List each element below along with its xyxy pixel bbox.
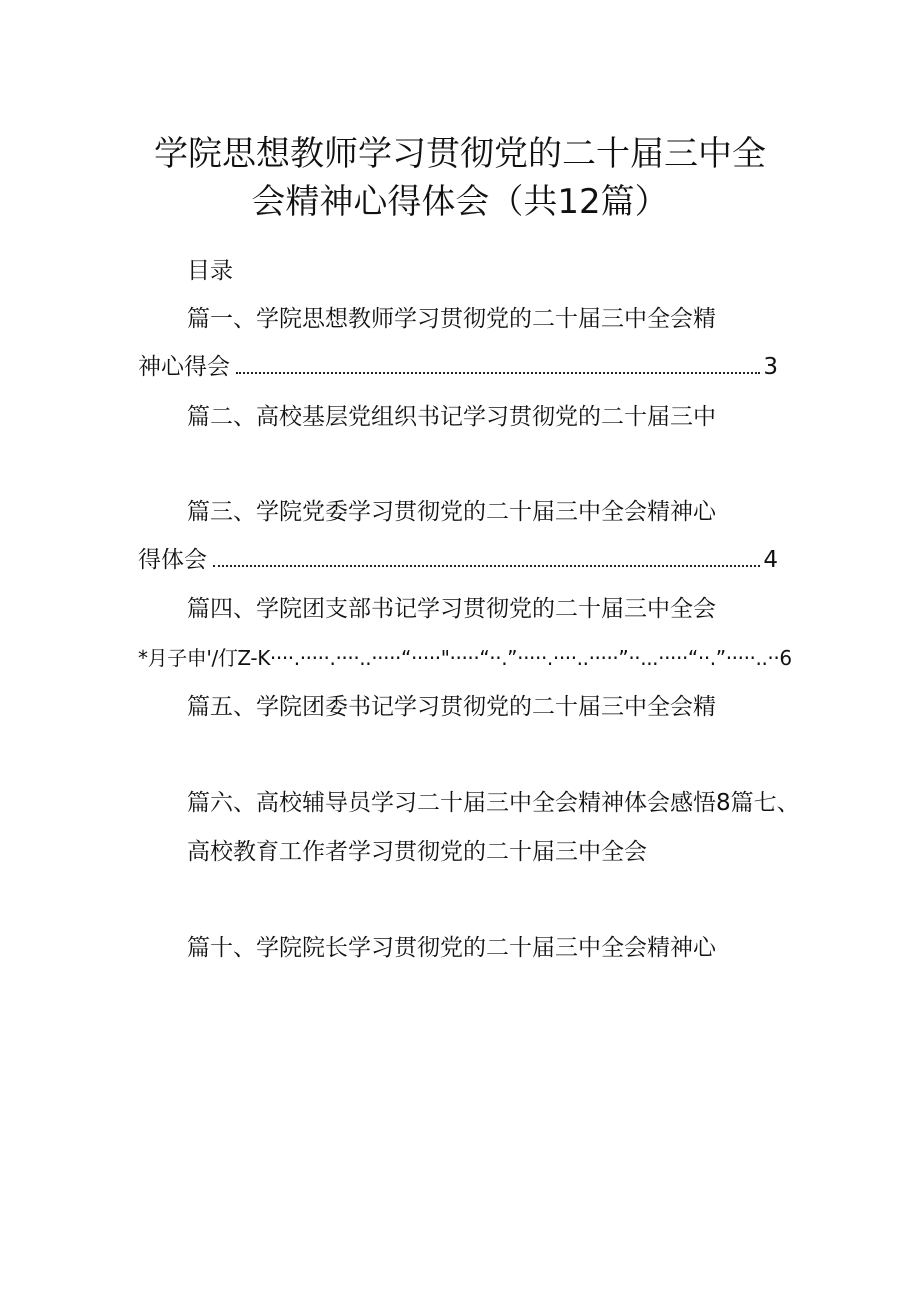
document-title-line-2: 会精神心得体会（共12篇） (251, 182, 669, 222)
toc-entry-2-line-1[interactable]: 篇二、高校基层党组织书记学习贯彻党的二十届三中 (187, 404, 716, 430)
toc-entry-1-line-2: 神心得会 (138, 354, 230, 380)
toc-entry-1-line-1[interactable]: 篇一、学院思想教师学习贯彻党的二十届三中全会精 (187, 306, 716, 332)
toc-entry-10-line-1[interactable]: 篇十、学院院长学习贯彻党的二十届三中全会精神心 (187, 935, 716, 961)
toc-entry-1-row[interactable] (138, 352, 778, 382)
toc-entry-3-line-1[interactable]: 篇三、学院党委学习贯彻党的二十届三中全会精神心 (187, 499, 716, 525)
toc-entry-1-dot-leader (236, 372, 760, 374)
toc-heading: 目录 (187, 258, 233, 284)
toc-entry-4-line-1[interactable]: 篇四、学院团支部书记学习贯彻党的二十届三中全会 (187, 596, 716, 622)
toc-entry-5-line-1[interactable]: 篇五、学院团委书记学习贯彻党的二十届三中全会精 (187, 694, 716, 720)
toc-entry-7-line[interactable]: 高校教育工作者学习贯彻党的二十届三中全会 (187, 839, 647, 865)
toc-entry-3-line-2: 得体会 (138, 547, 207, 573)
document-title-line-1: 学院思想教师学习贯彻党的二十届三中全 (154, 134, 766, 174)
toc-entry-3-row[interactable] (138, 545, 778, 575)
toc-entry-6-line-1[interactable]: 篇六、高校辅导员学习二十届三中全会精神体会感悟8篇七、 (187, 790, 800, 816)
toc-entry-3-dot-leader (213, 565, 760, 567)
toc-entry-1-page-number: 3 (763, 354, 778, 380)
toc-entry-3-page-number: 4 (763, 547, 778, 573)
toc-entry-4-line-2-garbled: *月子申'/仃Z-K····.·····.····..·····“·····"·····“··.”·····.····..·····”··...·····“··.”·····..··6 (138, 646, 792, 670)
